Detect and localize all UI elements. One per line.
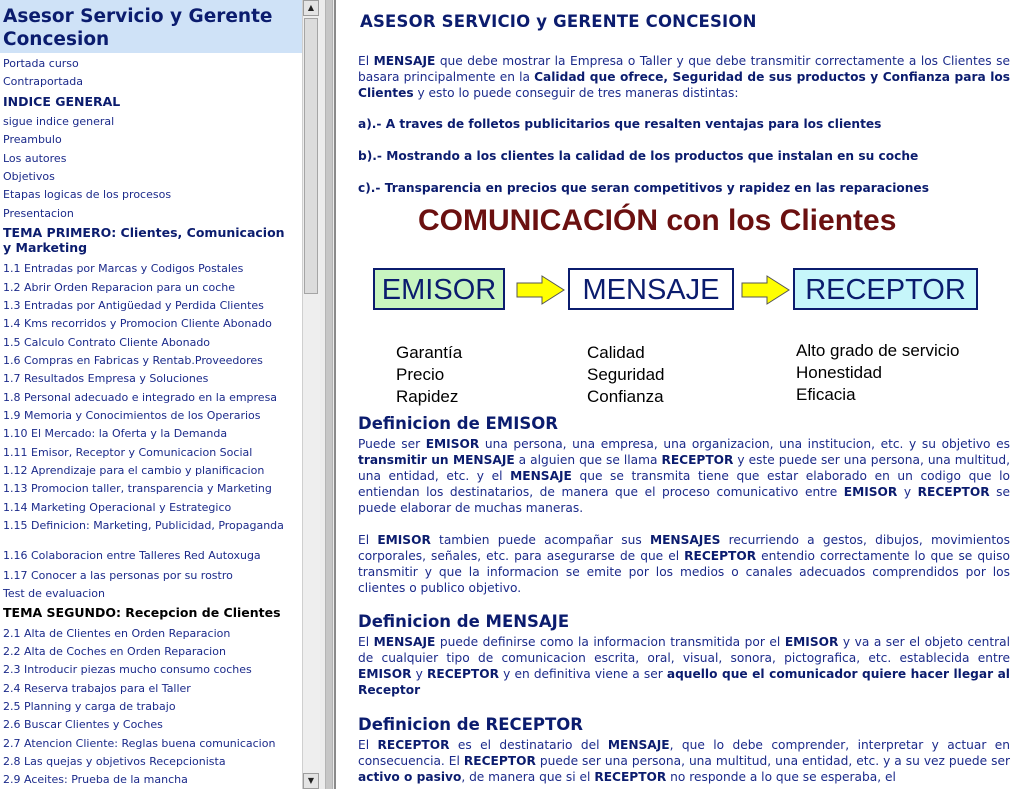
nav-link[interactable]: 2.6 Buscar Clientes y Coches	[3, 718, 163, 731]
nav-link[interactable]: 1.14 Marketing Operacional y Estrategico	[3, 501, 232, 514]
nav-link[interactable]: Contraportada	[3, 75, 83, 88]
receptor-paragraph	[358, 737, 1010, 785]
emphasis-text: EMISOR	[784, 635, 839, 649]
attribute: Confianza	[587, 387, 664, 406]
emphasis-text: transmitir un MENSAJE	[358, 453, 515, 467]
receptor-box: RECEPTOR	[793, 268, 978, 310]
nav-link[interactable]: 1.13 Promocion taller, transparencia y Marketing	[3, 482, 272, 495]
nav-section-heading[interactable]: TEMA SEGUNDO: Recepcion de Clientes	[3, 605, 281, 620]
nav-link[interactable]: Los autores	[3, 152, 67, 165]
mensaje-paragraph	[358, 634, 1010, 698]
nav-link[interactable]: 1.5 Calculo Contrato Cliente Abonado	[3, 336, 211, 349]
text-segment: El	[358, 635, 374, 649]
text-segment: que debe mostrar la Empresa o Taller y que debe transmitir correctamente a los Clientes se basara principalmente en la	[358, 54, 1010, 84]
emisor-attributes	[396, 342, 462, 408]
text-segment: El	[358, 54, 374, 68]
emphasis-text: RECEPTOR	[684, 549, 757, 563]
text-segment: que se transmita tiene que estar elaborado en un codigo que lo entiendan los destinatarios, de manera que el proceso comunicativo entre	[358, 469, 1010, 499]
text-segment: y va a ser el objeto central de cualquier tipo de comunicacion escrita, oral, visual, sonora, pictografica, etc. establecida entre	[358, 635, 1011, 665]
nav-link[interactable]: Objetivos	[3, 170, 55, 183]
emisor-paragraph-1	[358, 436, 1010, 516]
nav-link[interactable]: 1.6 Compras en Fabricas y Rentab.Proveedores	[3, 354, 263, 367]
text-segment: entendio correctamente lo que se quiso transmitir y que la informacion se emite por los medios o canales adecuados comprendidos por los clientes o publico objetivo.	[358, 549, 1010, 595]
emphasis-text: EMISOR	[358, 667, 412, 681]
nav-link[interactable]: Test de evaluacion	[3, 587, 105, 600]
text-segment: y en definitiva viene a ser	[498, 667, 667, 681]
nav-link[interactable]: 1.17 Conocer a las personas por su rostro	[3, 569, 233, 582]
nav-scrollbar[interactable]	[302, 0, 320, 789]
nav-header: Asesor Servicio y Gerente Concesion	[0, 0, 302, 53]
emphasis-text: RECEPTOR	[427, 667, 499, 681]
nav-link[interactable]: Presentacion	[3, 207, 74, 220]
emphasis-text: aquello que el comunicador quiere hacer llegar al Receptor	[358, 667, 1010, 697]
attribute: Garantía	[396, 343, 463, 362]
nav-section-heading[interactable]: TEMA PRIMERO: Clientes, Comunicacion y Marketing	[3, 225, 285, 255]
receptor-attributes	[796, 340, 959, 406]
attribute: Precio	[396, 365, 445, 384]
emphasis-text: EMISOR	[377, 533, 431, 547]
text-segment: no responde a lo que se esperaba, el	[666, 770, 896, 784]
text-segment: puede definirse como la informacion transmitida por el	[435, 635, 785, 649]
attribute: Alto grado de servicio	[796, 341, 960, 360]
nav-link[interactable]: 1.10 El Mercado: la Oferta y la Demanda	[3, 427, 228, 440]
nav-link[interactable]: 2.7 Atencion Cliente: Reglas buena comunicacion	[3, 737, 276, 750]
content-frame	[338, 0, 1019, 789]
emphasis-text: RECEPTOR	[377, 738, 450, 752]
attribute: Eficacia	[796, 385, 856, 404]
emphasis-text: MENSAJES	[649, 533, 721, 547]
arrow-icon	[741, 274, 791, 306]
heading-emisor: Definicion de EMISOR	[358, 414, 558, 433]
nav-link[interactable]: 2.4 Reserva trabajos para el Taller	[3, 682, 191, 695]
emphasis-text: MENSAJE	[373, 635, 436, 649]
option-c: c).- Transparencia en precios que seran competitivos y rapidez en las reparaciones	[358, 181, 929, 195]
emphasis-text: activo o pasivo	[358, 770, 462, 784]
emisor-box: EMISOR	[373, 268, 505, 310]
text-segment: Puede ser	[358, 437, 426, 451]
nav-link[interactable]: Preambulo	[3, 133, 62, 146]
emphasis-text: MENSAJE	[607, 738, 670, 752]
frame-divider[interactable]	[320, 0, 336, 789]
scroll-down-button[interactable]: ▼	[303, 773, 319, 789]
text-segment: y	[897, 485, 918, 499]
emphasis-text: RECEPTOR	[463, 754, 536, 768]
nav-link[interactable]: 2.9 Aceites: Prueba de la mancha	[3, 773, 188, 786]
nav-link[interactable]: 2.1 Alta de Clientes en Orden Reparacion	[3, 627, 231, 640]
text-segment: una persona, una empresa, una organizacion, una institucion, etc. y su objetivo es	[479, 437, 1010, 451]
nav-link[interactable]: 1.12 Aprendizaje para el cambio y planificacion	[3, 464, 265, 477]
nav-link[interactable]: Etapas logicas de los procesos	[3, 188, 172, 201]
emphasis-text: EMISOR	[843, 485, 898, 499]
heading-receptor: Definicion de RECEPTOR	[358, 715, 583, 734]
text-segment: a alguien que se llama	[514, 453, 662, 467]
text-segment: y esto lo puede conseguir de tres maneras distintas:	[413, 86, 739, 100]
emphasis-text: EMISOR	[425, 437, 480, 451]
nav-link[interactable]: 2.8 Las quejas y objetivos Recepcionista	[3, 755, 226, 768]
text-segment: tambien puede acompañar sus	[430, 533, 650, 547]
nav-link[interactable]: 2.5 Planning y carga de trabajo	[3, 700, 176, 713]
attribute: Rapidez	[396, 387, 459, 406]
attribute: Seguridad	[587, 365, 665, 384]
nav-link[interactable]: 1.4 Kms recorridos y Promocion Cliente Abonado	[3, 317, 272, 330]
text-segment: El	[358, 533, 378, 547]
emisor-paragraph-2	[358, 532, 1010, 596]
nav-link[interactable]: 2.3 Introducir piezas mucho consumo coches	[3, 663, 252, 676]
emphasis-text: Calidad que ofrece, Seguridad de sus productos y Confianza para los Clientes	[358, 70, 1010, 100]
emphasis-text: MENSAJE	[510, 469, 572, 483]
attribute: Honestidad	[796, 363, 883, 382]
text-segment: y este puede ser una persona, una multitud, una entidad, etc. y el	[358, 453, 1010, 483]
text-segment: El	[358, 738, 378, 752]
text-segment: recurriendo a gestos, dibujos, movimientos corporales, señales, etc. para asegurarse de que el	[358, 533, 1010, 563]
heading-mensaje: Definicion de MENSAJE	[358, 612, 570, 631]
nav-link[interactable]: 1.1 Entradas por Marcas y Codigos Postales	[3, 262, 244, 275]
diagram-title: COMUNICACIÓN con los Clientes	[418, 204, 897, 237]
text-segment: y	[411, 667, 427, 681]
mensaje-attributes	[587, 342, 665, 408]
nav-link[interactable]: 1.15 Definicion: Marketing, Publicidad, Propaganda	[3, 519, 284, 532]
option-a: a).- A traves de folletos publicitarios que resalten ventajas para los clientes	[358, 117, 882, 131]
emphasis-text: RECEPTOR	[917, 485, 990, 499]
scrollbar-thumb[interactable]	[304, 18, 318, 294]
page-title: ASESOR SERVICIO y GERENTE CONCESION	[360, 12, 757, 31]
nav-section-heading[interactable]: INDICE GENERAL	[3, 94, 121, 109]
text-segment: , que lo debe comprender, interpretar y actuar en consecuencia. El	[358, 738, 1010, 768]
text-segment: , de manera que si el	[461, 770, 595, 784]
nav-link[interactable]: 1.9 Memoria y Conocimientos de los Operarios	[3, 409, 261, 422]
attribute: Calidad	[587, 343, 645, 362]
text-segment: se puede elaborar de muchas maneras.	[358, 485, 1010, 515]
nav-link[interactable]: 1.16 Colaboracion entre Talleres Red Autoxuga	[3, 549, 261, 562]
arrow-icon	[516, 274, 566, 306]
nav-link[interactable]: 2.2 Alta de Coches en Orden Reparacion	[3, 645, 226, 658]
scroll-up-button[interactable]: ▲	[303, 0, 319, 16]
intro-paragraph	[358, 53, 1010, 101]
nav-link[interactable]: Portada curso	[3, 57, 79, 70]
nav-link[interactable]: 1.3 Entradas por Antigüedad y Perdida Clientes	[3, 299, 264, 312]
emphasis-text: RECEPTOR	[594, 770, 667, 784]
text-segment: puede ser una persona, una multitud, una entidad, etc. y a su vez puede ser	[535, 754, 1010, 768]
text-segment: es el destinatario del	[449, 738, 608, 752]
mensaje-box: MENSAJE	[568, 268, 734, 310]
nav-link[interactable]: sigue indice general	[3, 115, 115, 128]
nav-link[interactable]: 1.8 Personal adecuado e integrado en la empresa	[3, 391, 278, 404]
option-b: b).- Mostrando a los clientes la calidad de los productos que instalan en su coche	[358, 149, 919, 163]
emphasis-text: MENSAJE	[373, 54, 436, 68]
nav-link[interactable]: 1.2 Abrir Orden Reparacion para un coche	[3, 281, 235, 294]
left-nav-frame	[0, 0, 302, 789]
emphasis-text: RECEPTOR	[661, 453, 734, 467]
nav-link[interactable]: 1.7 Resultados Empresa y Soluciones	[3, 372, 209, 385]
nav-link[interactable]: 1.11 Emisor, Receptor y Comunicacion Social	[3, 446, 253, 459]
